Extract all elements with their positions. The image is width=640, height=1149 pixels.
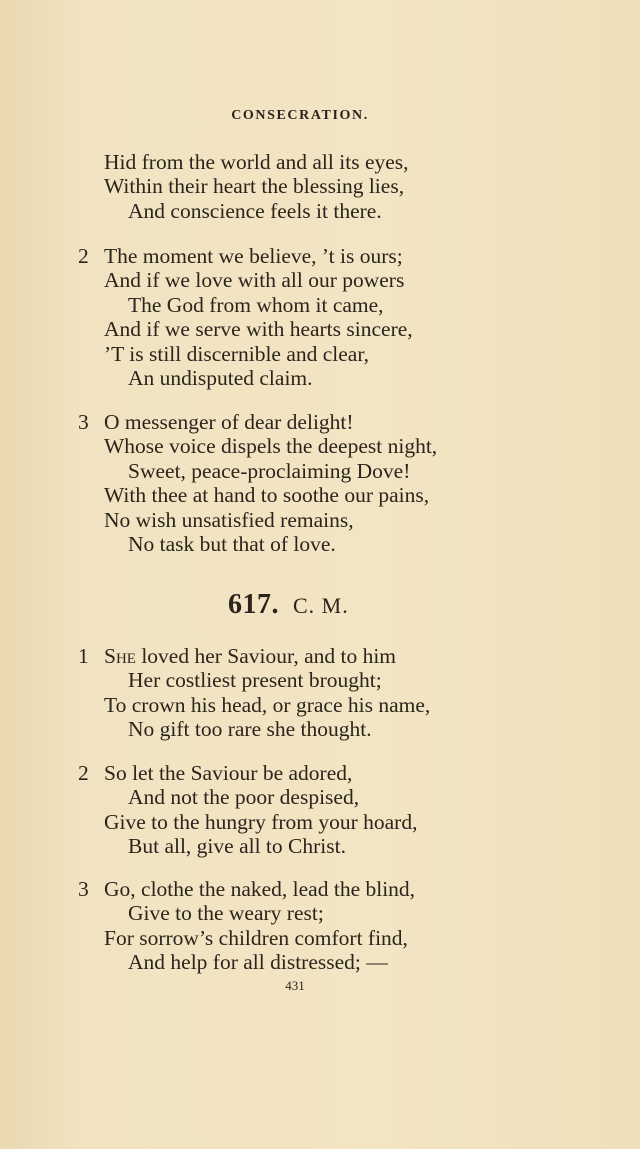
verse-line: To crown his head, or grace his name, — [104, 692, 431, 717]
hymn-heading — [228, 589, 349, 621]
stanza-number: 2 — [78, 761, 89, 785]
verse-line: Hid from the world and all its eyes, — [104, 150, 409, 174]
verse-line: But all, give all to Christ. — [128, 834, 346, 859]
running-head: CONSECRATION. — [231, 108, 369, 123]
hymn-stanza-2 — [0, 761, 640, 859]
verse-line: And help for all distressed; — — [128, 950, 388, 975]
verse-line: 2 So let the Saviour be adored, — [78, 761, 353, 785]
stanza-3 — [0, 410, 640, 556]
hymn-stanza-1 — [0, 644, 640, 742]
verse-line: And if we serve with hearts sincere, — [104, 317, 413, 342]
stanza-number: 3 — [78, 877, 89, 901]
stanza-number: 2 — [78, 244, 89, 268]
verse-line: 2 The moment we believe, ’t is ours; — [78, 244, 403, 268]
stanza-continued — [0, 150, 640, 223]
verse-line: For sorrow’s children comfort find, — [104, 925, 408, 950]
verse-line: 3 O messenger of dear delight! — [78, 410, 354, 434]
verse-line: Whose voice dispels the deepest night, — [104, 434, 438, 459]
verse-line: No task but that of love. — [128, 531, 336, 556]
stanza-number: 1 — [78, 644, 89, 668]
opening-word: She — [104, 644, 136, 668]
verse-line: An undisputed claim. — [128, 365, 313, 390]
verse-line: Within their heart the blessing lies, — [104, 174, 405, 199]
verse-line: Her costliest present brought; — [128, 668, 382, 693]
page-number: 431 — [285, 978, 305, 993]
verse-line: Sweet, peace-proclaiming Dove! — [128, 458, 411, 483]
hymn-stanza-3 — [0, 877, 640, 975]
verse-line: And if we love with all our powers — [104, 268, 405, 293]
stanza-number: 3 — [78, 410, 89, 434]
stanza-2 — [0, 244, 640, 390]
verse-line: With thee at hand to soothe our pains, — [104, 483, 430, 508]
verse-line: Give to the hungry from your hoard, — [104, 809, 418, 834]
hymn-number: 617. — [228, 589, 279, 620]
verse-line: And not the poor despised, — [128, 785, 360, 810]
verse-line: Give to the weary rest; — [128, 901, 324, 926]
verse-line: ’T is still discernible and clear, — [104, 341, 370, 366]
verse-line: 3 Go, clothe the naked, lead the blind, — [78, 877, 416, 901]
verse-line: The God from whom it came, — [128, 292, 384, 317]
verse-line: No wish unsatisfied remains, — [104, 507, 354, 532]
hymn-meter: C. M. — [293, 593, 349, 618]
verse-line: And conscience feels it there. — [128, 198, 382, 223]
verse-line: No gift too rare she thought. — [128, 717, 372, 742]
verse-line: 1 She loved her Saviour, and to him — [78, 644, 397, 668]
